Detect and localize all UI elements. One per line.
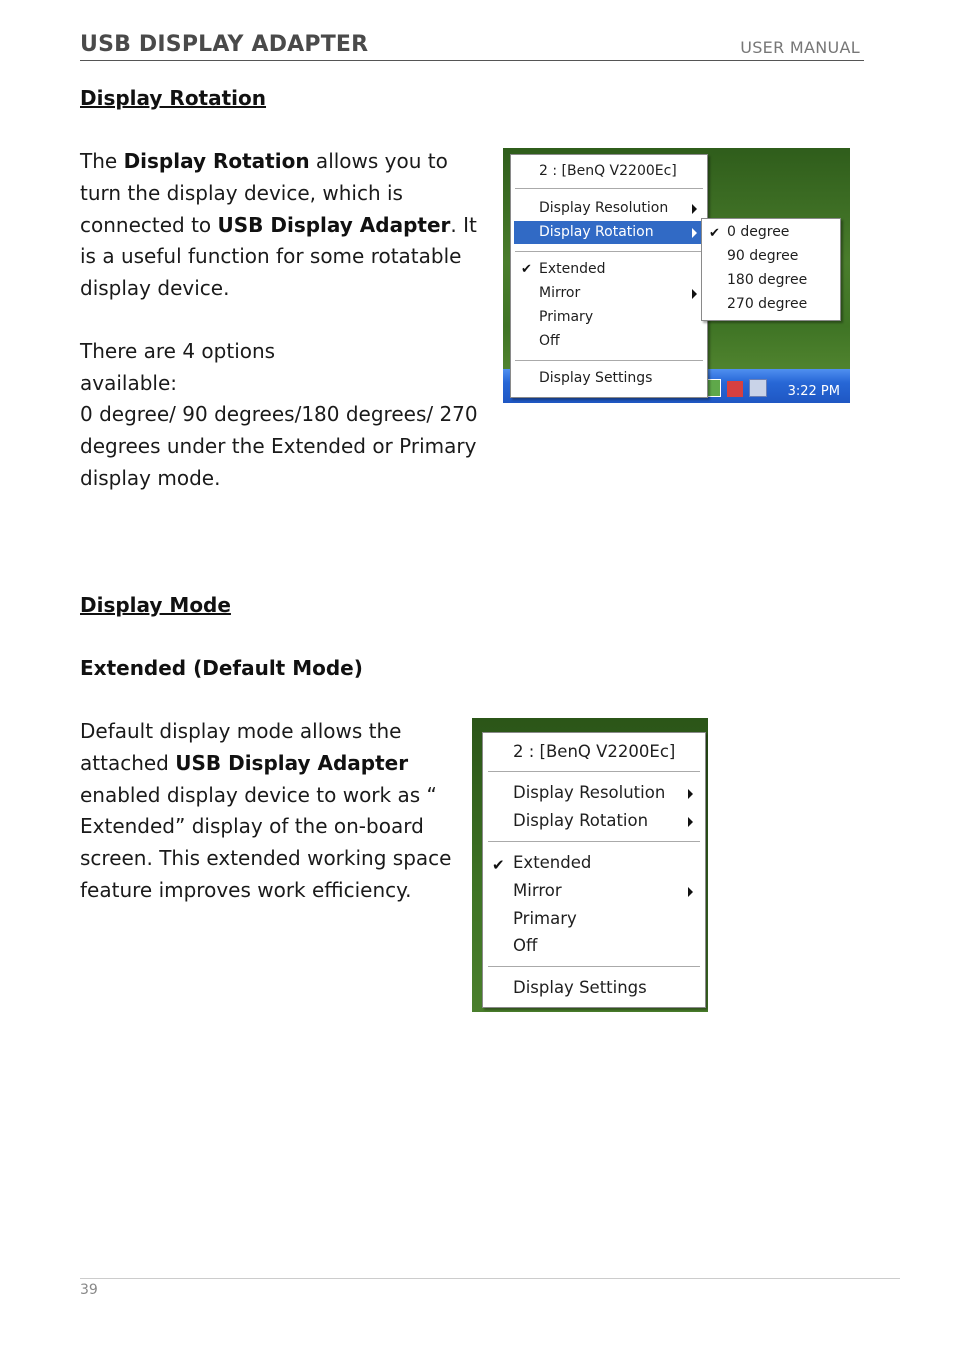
section-heading-display-mode: Display Mode — [80, 593, 231, 617]
submenu-arrow-icon — [692, 204, 697, 214]
subheading-extended-mode: Extended (Default Mode) — [80, 656, 363, 680]
menu-item-primary[interactable]: Primary — [513, 909, 577, 928]
submenu-arrow-icon — [692, 289, 697, 299]
context-menu — [510, 154, 708, 398]
menu-item-device[interactable]: 2 : [BenQ V2200Ec] — [539, 163, 677, 179]
menu-item-device[interactable]: 2 : [BenQ V2200Ec] — [513, 742, 676, 761]
checkmark-icon: ✔ — [492, 856, 505, 874]
menu-separator — [488, 771, 700, 772]
tray-network-icon[interactable] — [727, 381, 743, 397]
menu-item-extended[interactable]: ✔ Extended — [521, 261, 606, 277]
section-heading-display-rotation: Display Rotation — [80, 86, 267, 110]
submenu-arrow-icon — [688, 887, 693, 897]
footer-divider — [80, 1278, 900, 1279]
document-type-label: USER MANUAL — [740, 38, 860, 57]
bold-term-usb-display-adapter: USB Display Adapter — [217, 212, 451, 237]
menu-item-display-resolution[interactable]: Display Resolution — [483, 780, 705, 808]
checkmark-icon: ✔ — [709, 226, 720, 241]
options-count-text: There are 4 options available: — [80, 339, 276, 395]
menu-item-display-rotation[interactable]: Display Rotation — [514, 221, 704, 244]
bold-term-usb-display-adapter: USB Display Adapter — [175, 750, 409, 775]
submenu-arrow-icon — [688, 789, 693, 799]
rotation-menu-screenshot — [503, 148, 850, 403]
menu-item-display-settings[interactable]: Display Settings — [513, 978, 647, 997]
submenu-arrow-icon — [692, 228, 697, 238]
submenu-item-180-degree[interactable]: 180 degree — [727, 272, 808, 288]
menu-separator — [515, 188, 703, 189]
menu-item-display-rotation[interactable]: Display Rotation — [483, 808, 705, 836]
submenu-arrow-icon — [688, 817, 693, 827]
menu-item-display-resolution[interactable]: Display Resolution — [511, 197, 707, 220]
menu-item-extended[interactable]: ✔ Extended — [492, 853, 592, 874]
menu-separator — [515, 251, 703, 252]
checkmark-icon: ✔ — [521, 262, 532, 277]
page-header — [80, 30, 864, 61]
menu-item-mirror[interactable]: Mirror — [511, 282, 707, 305]
document-title: USB DISPLAY ADAPTER — [80, 32, 369, 57]
rotation-submenu — [701, 218, 841, 321]
page-number: 39 — [80, 1282, 98, 1298]
submenu-item-270-degree[interactable]: 270 degree — [727, 296, 808, 312]
menu-item-display-settings[interactable]: Display Settings — [539, 370, 653, 386]
menu-separator — [488, 966, 700, 967]
tray-monitor-icon[interactable] — [749, 379, 767, 397]
submenu-item-90-degree[interactable]: 90 degree — [727, 248, 799, 264]
extended-menu-screenshot — [472, 718, 708, 1012]
menu-item-primary[interactable]: Primary — [539, 309, 594, 325]
taskbar-clock: 3:22 PM — [787, 384, 840, 399]
menu-separator — [515, 360, 703, 361]
rotation-description: The Display Rotation allows you to turn the display device, which is connected to USB Display Adapter. It is a useful function for some rotatable display device. — [80, 149, 477, 301]
context-menu — [482, 732, 706, 1008]
menu-separator — [488, 841, 700, 842]
menu-item-off[interactable]: Off — [539, 333, 560, 349]
menu-item-off[interactable]: Off — [513, 936, 538, 955]
options-list-text: 0 degree/ 90 degrees/180 degrees/ 270 degrees under the Extended or Primary display mode. — [80, 402, 478, 490]
extended-mode-description: Default display mode allows the attached USB Display Adapter enabled display device to work as “ Extended” display of the on-board screen. This extended working space feature improves work efficiency. — [80, 719, 452, 902]
submenu-item-0-degree[interactable]: ✔ 0 degree — [709, 224, 790, 241]
bold-term-display-rotation: Display Rotation — [123, 149, 310, 173]
menu-item-mirror[interactable]: Mirror — [483, 878, 705, 906]
